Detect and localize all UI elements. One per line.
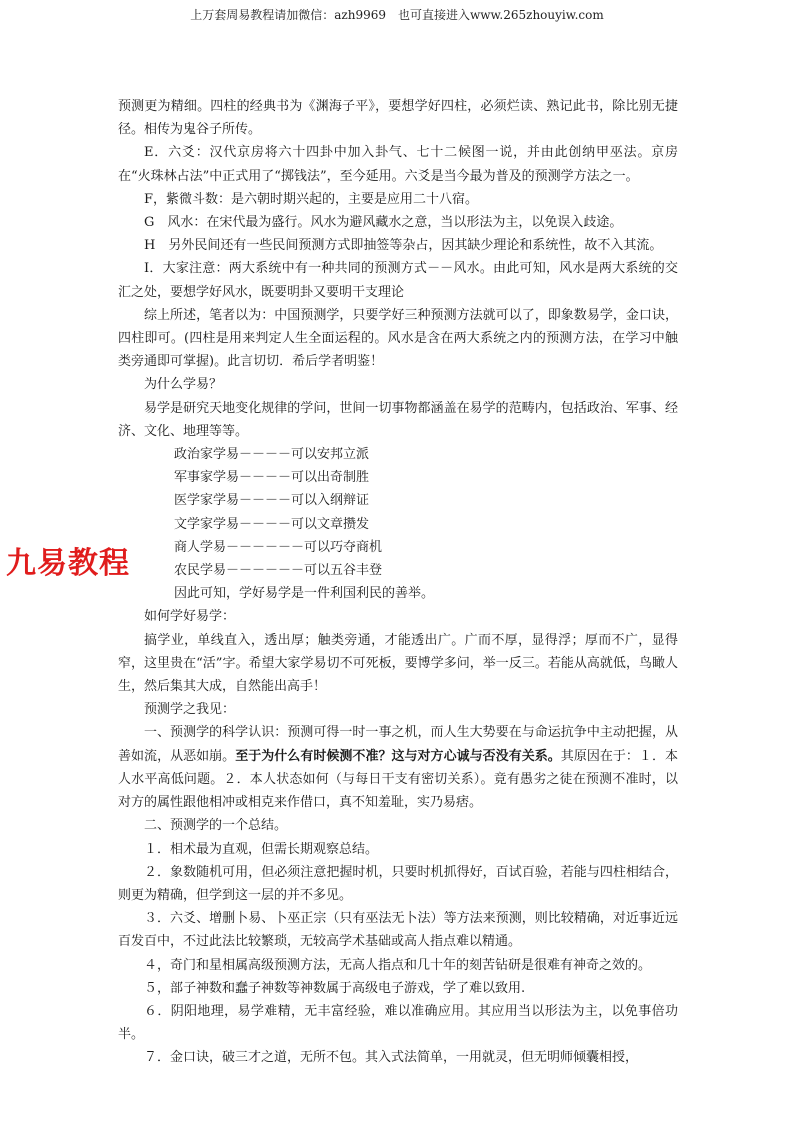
paragraph: 预测更为精细。四柱的经典书为《渊海子平》，要想学好四柱，必须烂读、熟记此书，除比别无捷径。相传为鬼谷子所传。 — [118, 99, 678, 138]
paragraph: 易学是研究天地变化规律的学问，世间一切事物都涵盖在易学的范畴内，包括政治、军事、经济、文化、地理等等。 — [118, 400, 678, 439]
bold-statement: 至于为什么有时候测不准？这与对方心诚与否没有关系。 — [235, 748, 561, 764]
list-item: 文学家学易－－－－可以文章攒发 — [174, 516, 370, 532]
list-item: 农民学易－－－－－－可以五谷丰登 — [174, 563, 383, 579]
document-body — [118, 95, 678, 1070]
list-item: 军事家学易－－－－可以出奇制胜 — [174, 470, 370, 486]
paragraph: ２．象数随机可用，但必须注意把握时机，只要时机抓得好，百试百验，若能与四柱相结合，则更为精确，但学到这一层的并不多见。 — [118, 864, 678, 903]
paragraph: 搞学业，单线直入，透出厚；触类旁通，才能透出广。广而不厚，显得浮；厚而不广，显得窄，这里贵在“活”字。希望大家学易切不可死板，要博学多问，举一反三。若能从高就低，鸟瞰人生，然后集其大成，自然能出高手！ — [118, 632, 678, 695]
section-heading: 为什么学易？ — [144, 377, 223, 393]
list-item: 医学家学易－－－－可以入纲辩证 — [174, 493, 370, 509]
paragraph: 综上所述，笔者以为：中国预测学，只要学好三种预测方法就可以了，即象数易学，金口诀，四柱即可。(四柱是用来判定人生全面运程的。风水是含在两大系统之内的预测方法，在学习中触类旁通即可掌握)。此言切切．希后学者明鉴！ — [118, 307, 678, 370]
paragraph: ３．六爻、增删卜易、卜巫正宗（只有巫法无卜法）等方法来预测，则比较精确，对近事近远百发百中，不过此法比较繁琐，无较高学术基础或高人指点难以精通。 — [118, 911, 678, 950]
paragraph — [118, 721, 678, 814]
list-item: 因此可知，学好易学是一件利国利民的善举。 — [174, 586, 435, 602]
paragraph: E．六爻：汉代京房将六十四卦中加入卦气、七十二候图一说，并由此创纳甲巫法。京房在“火珠林占法”中正式用了“掷钱法”，至今延用。六爻是当今最为普及的预测学方法之一。 — [118, 145, 678, 184]
paragraph-text: 其原因在于：１．本人水平高低问题。２．本人状态如何（与每日干支有密切关系）。竟有愚劣之徒在预测不准时，以对方的属性跟他相冲或相克来作借口，真不知羞耻，实乃易痞。 — [118, 748, 678, 811]
paragraph: １．相术最为直观，但需长期观察总结。 — [144, 841, 379, 857]
list-item: 政治家学易－－－－可以安邦立派 — [174, 447, 370, 463]
paragraph: ４，奇门和星相属高级预测方法，无高人指点和几十年的刻苦钻研是很难有神奇之效的。 — [144, 957, 652, 973]
section-heading: 预测学之我见： — [144, 702, 236, 718]
section-heading: 如何学好易学： — [144, 609, 236, 625]
paragraph: H 另外民间还有一些民间预测方式即抽签等杂占，因其缺少理论和系统性，故不入其流。 — [144, 238, 663, 254]
paragraph: 二、预测学的一个总结。 — [144, 818, 288, 834]
paragraph: F，紫微斗数：是六朝时期兴起的，主要是应用二十八宿。 — [144, 191, 479, 207]
paragraph: ５，部子神数和蠢子神数等神数属于高级电子游戏，学了难以致用. — [144, 980, 526, 996]
list-item: 商人学易－－－－－－可以巧夺商机 — [174, 539, 383, 555]
paragraph-text: 一、预测学的科学认识：预测可得一时一事之机，而人生大势要在与命运抗争中主动把握，从善如流，从恶如崩。 — [118, 725, 678, 764]
page-header: 上万套周易教程请加微信：azh9969 也可直接进入www.265zhouyiw.com — [190, 8, 604, 22]
paragraph: ６．阴阳地理，易学难精，无丰富经验，难以准确应用。其应用当以形法为主，以免事倍功半。 — [118, 1003, 678, 1043]
paragraph: I．大家注意：两大系统中有一种共同的预测方式－－风水。由此可知，风水是两大系统的交汇之处，要想学好风水，既要明卦又要明干支理论 — [118, 261, 678, 300]
watermark-logo: 九易教程 — [6, 546, 130, 581]
paragraph: ７．金口诀，破三才之道，无所不包。其入式法简单，一用就灵，但无明师倾囊相授， — [144, 1050, 639, 1066]
paragraph: G 风水：在宋代最为盛行。风水为避风藏水之意，当以形法为主，以免误入歧途。 — [144, 215, 623, 231]
